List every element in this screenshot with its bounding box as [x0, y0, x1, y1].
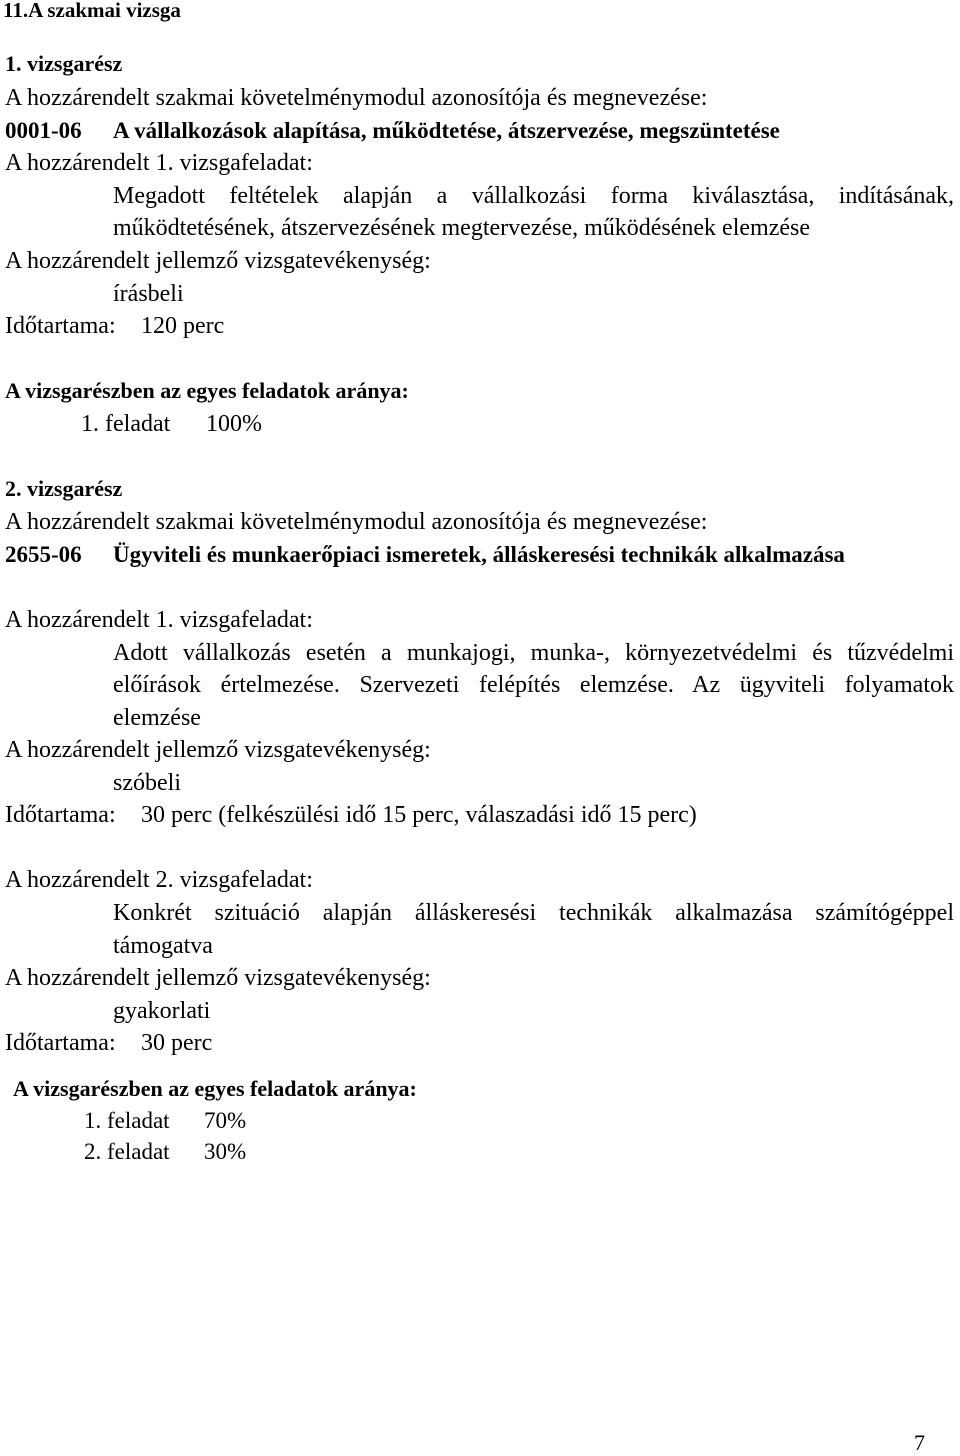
- part1-ratio-percent: 100%: [206, 411, 262, 437]
- part1-ratio-row: [81, 412, 262, 436]
- part2-module-label: A hozzárendelt szakmai követelménymodul azonosítója és megnevezése:: [5, 509, 708, 535]
- part2-task1-line2: előírások értelmezése. Szervezeti felépítés elemzése. Az ügyviteli folyamatok: [113, 672, 954, 698]
- part2-duration1: [5, 803, 697, 827]
- page-heading: 11.A szakmai vizsga: [3, 0, 181, 22]
- part2-task2-line2: támogatva: [113, 933, 213, 959]
- part2-task1-line1: Adott vállalkozás esetén a munkajogi, munka-, környezetvédelmi és tűzvédelmi: [113, 640, 954, 666]
- part2-ratio-task-2: 2. feladat: [84, 1139, 170, 1164]
- part1-module-code: 0001-06: [5, 118, 82, 143]
- part2-activity2-label: A hozzárendelt jellemző vizsgatevékenység:: [5, 965, 431, 991]
- part1-duration-label: Időtartama:: [5, 313, 116, 339]
- part1-module-name: A vállalkozások alapítása, működtetése, átszervezése, megszüntetése: [113, 118, 780, 143]
- part2-ratio-row-2: [84, 1140, 246, 1163]
- part2-task2-label: A hozzárendelt 2. vizsgafeladat:: [5, 867, 313, 893]
- part2-task1-line3: elemzése: [113, 705, 201, 731]
- page-number: 7: [914, 1430, 925, 1455]
- part2-ratio-percent-2: 30%: [204, 1139, 247, 1164]
- part1-activity-label: A hozzárendelt jellemző vizsgatevékenység:: [5, 248, 431, 274]
- part2-ratio-title: A vizsgarészben az egyes feladatok aránya:: [13, 1076, 417, 1101]
- part2-duration2-value: 30 perc: [141, 1030, 213, 1056]
- part1-activity-value: írásbeli: [113, 281, 184, 307]
- part1-ratio-title: A vizsgarészben az egyes feladatok aránya:: [5, 378, 409, 403]
- part2-activity1-value: szóbeli: [113, 770, 181, 796]
- part2-activity2-value: gyakorlati: [113, 998, 211, 1024]
- part1-task1-label: A hozzárendelt 1. vizsgafeladat:: [5, 150, 313, 176]
- part2-activity1-label: A hozzárendelt jellemző vizsgatevékenység:: [5, 737, 431, 763]
- part1-title: 1. vizsgarész: [5, 51, 123, 76]
- part2-ratio-row-1: [84, 1109, 246, 1132]
- part2-module-code: 2655-06: [5, 542, 82, 567]
- part2-duration2: [5, 1031, 212, 1055]
- part1-task1-line1: Megadott feltételek alapján a vállalkozási forma kiválasztása, indításának,: [113, 183, 954, 209]
- part1-ratio-task: 1. feladat: [81, 411, 171, 437]
- part2-duration2-label: Időtartama:: [5, 1030, 116, 1056]
- part2-task1-label: A hozzárendelt 1. vizsgafeladat:: [5, 607, 313, 633]
- part1-module: [5, 119, 780, 142]
- part2-module: [5, 543, 845, 566]
- part2-ratio-percent-1: 70%: [204, 1108, 247, 1133]
- part2-title: 2. vizsgarész: [5, 476, 123, 501]
- part1-duration: [5, 314, 224, 338]
- part1-module-label: A hozzárendelt szakmai követelménymodul azonosítója és megnevezése:: [5, 85, 708, 111]
- part1-task1-line2: működtetésének, átszervezésének megtervezése, működésének elemzése: [113, 215, 810, 241]
- part2-duration1-value: 30 perc (felkészülési idő 15 perc, válaszadási idő 15 perc): [141, 802, 697, 828]
- part2-module-name: Ügyviteli és munkaerőpiaci ismeretek, álláskeresési technikák alkalmazása: [113, 542, 845, 567]
- part2-ratio-task-1: 1. feladat: [84, 1108, 170, 1133]
- part2-task2-line1: Konkrét szituáció alapján álláskeresési technikák alkalmazása számítógéppel: [113, 900, 954, 926]
- part2-duration1-label: Időtartama:: [5, 802, 116, 828]
- part1-duration-value: 120 perc: [141, 313, 225, 339]
